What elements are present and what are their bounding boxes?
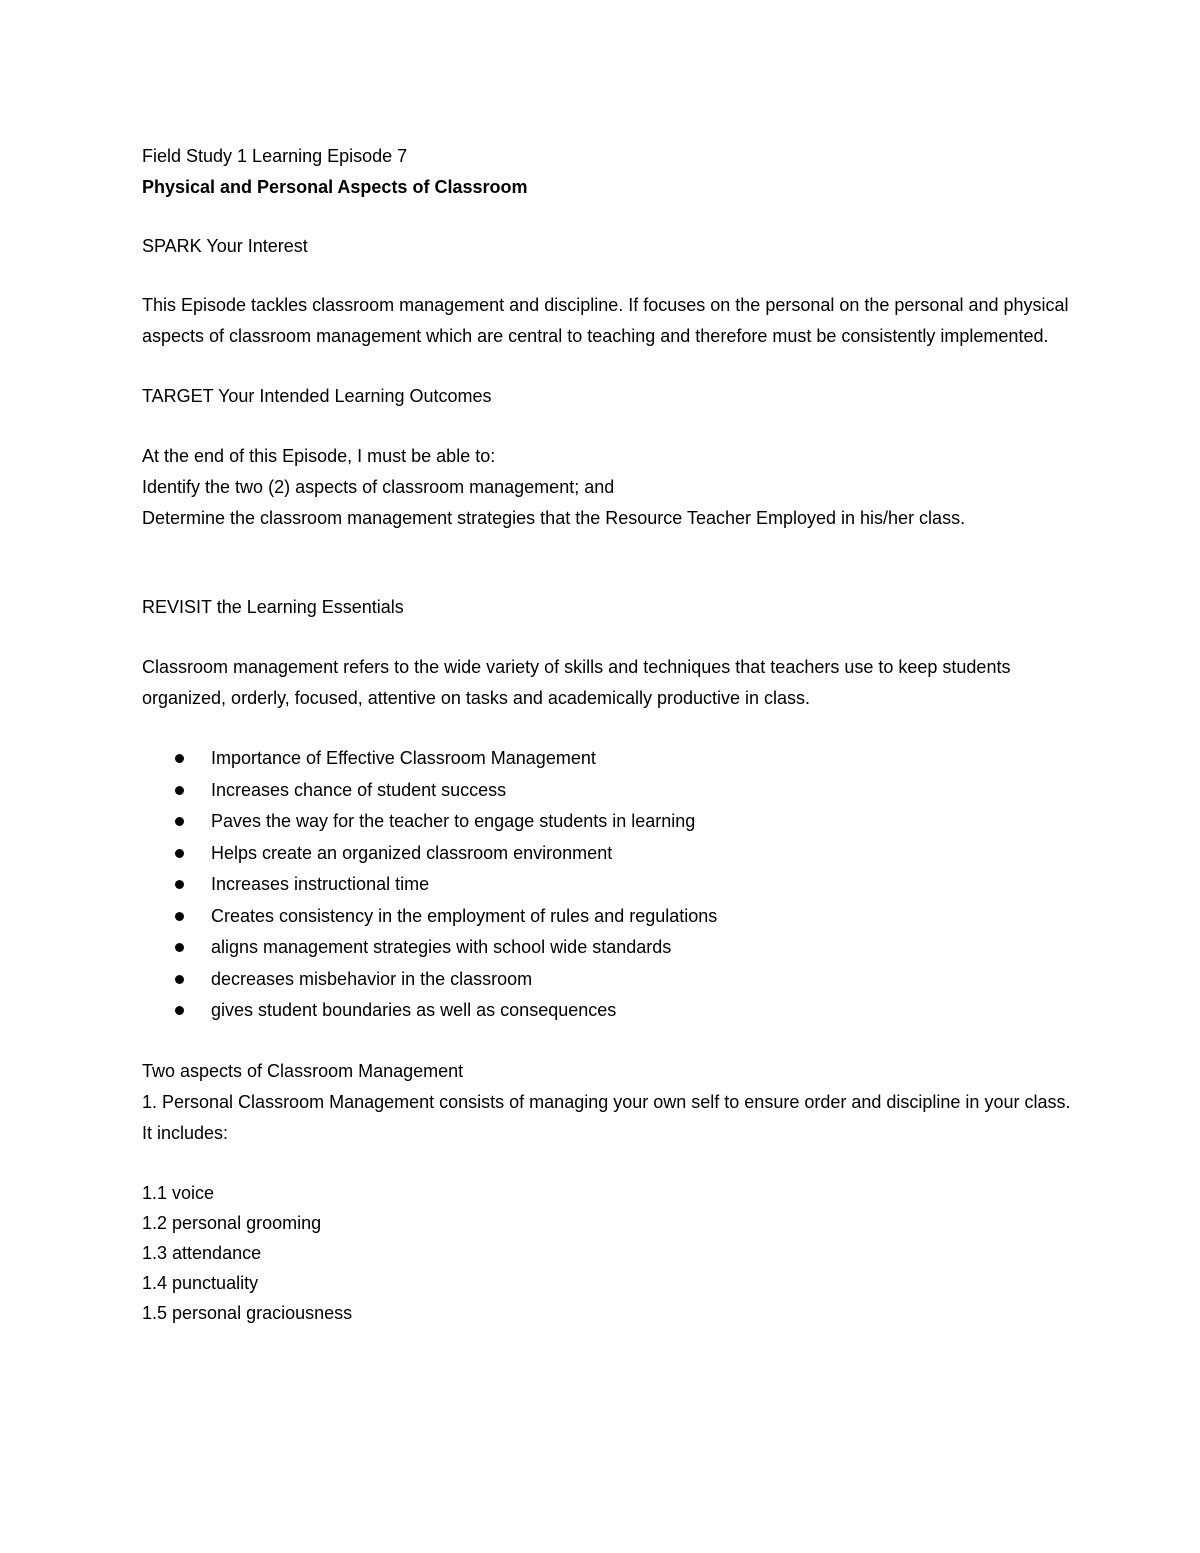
bullet-dot-icon (175, 754, 184, 763)
bullet-text: aligns management strategies with school wide standards (211, 937, 672, 957)
personal-item: 1.1 voice (142, 1182, 215, 1203)
outcomes-intro: At the end of this Episode, I must be able to: (142, 446, 496, 466)
revisit-heading: REVISIT the Learning Essentials (142, 597, 404, 617)
personal-items-list (142, 1178, 1082, 1328)
bullet-dot-icon (175, 975, 184, 984)
bullet-item (211, 743, 1082, 775)
spark-paragraph: This Episode tackles classroom management and discipline. If focuses on the personal on the personal and physical aspects of classroom management which are central to teaching and therefore must be consistently implemented. (142, 295, 1069, 346)
personal-item: 1.5 personal graciousness (142, 1302, 353, 1323)
document-body (142, 141, 1082, 1328)
bullet-text: gives student boundaries as well as consequences (211, 1000, 617, 1020)
bullet-text: Creates consistency in the employment of rules and regulations (211, 905, 718, 926)
bullet-item (211, 932, 1082, 964)
bullet-dot-icon (175, 849, 184, 858)
bullet-text: Increases chance of student success (211, 779, 507, 800)
aspect-personal-paragraph: 1. Personal Classroom Management consists of managing your own self to ensure order and discipline in your class. It includes: (142, 1091, 1071, 1143)
bullet-text: Importance of Effective Classroom Management (211, 748, 596, 768)
spark-heading: SPARK Your Interest (142, 236, 308, 256)
bullet-text: Helps create an organized classroom environment (211, 842, 613, 863)
bullet-text: decreases misbehavior in the classroom (211, 968, 533, 989)
bullet-dot-icon (175, 817, 184, 826)
aspects-heading: Two aspects of Classroom Management (142, 1060, 464, 1081)
bullet-dot-icon (175, 880, 184, 889)
importance-bullet-list (142, 743, 1082, 1027)
bullet-text: Paves the way for the teacher to engage students in learning (211, 811, 696, 831)
bullet-item (211, 869, 1082, 901)
bullet-item (211, 806, 1082, 838)
target-heading: TARGET Your Intended Learning Outcomes (142, 386, 492, 406)
personal-item: 1.4 punctuality (142, 1272, 259, 1293)
bullet-item (211, 901, 1082, 933)
personal-item: 1.2 personal grooming (142, 1212, 322, 1233)
bullet-dot-icon (175, 943, 184, 952)
bullet-dot-icon (175, 786, 184, 795)
bullet-item (211, 838, 1082, 870)
bullet-item (211, 775, 1082, 807)
bullet-item (211, 995, 1082, 1027)
outcome-item: Determine the classroom management strategies that the Resource Teacher Employed in his/her class. (142, 508, 966, 528)
outcome-item: Identify the two (2) aspects of classroom management; and (142, 477, 615, 497)
document-title: Field Study 1 Learning Episode 7 (142, 146, 408, 166)
personal-item: 1.3 attendance (142, 1242, 262, 1263)
bullet-dot-icon (175, 912, 184, 921)
revisit-paragraph: Classroom management refers to the wide variety of skills and techniques that teachers use to keep students organized, orderly, focused, attentive on tasks and academically productive in class. (142, 657, 1011, 708)
bullet-item (211, 964, 1082, 996)
document-subtitle: Physical and Personal Aspects of Classroom (142, 177, 528, 197)
bullet-text: Increases instructional time (211, 874, 430, 894)
bullet-dot-icon (175, 1006, 184, 1015)
